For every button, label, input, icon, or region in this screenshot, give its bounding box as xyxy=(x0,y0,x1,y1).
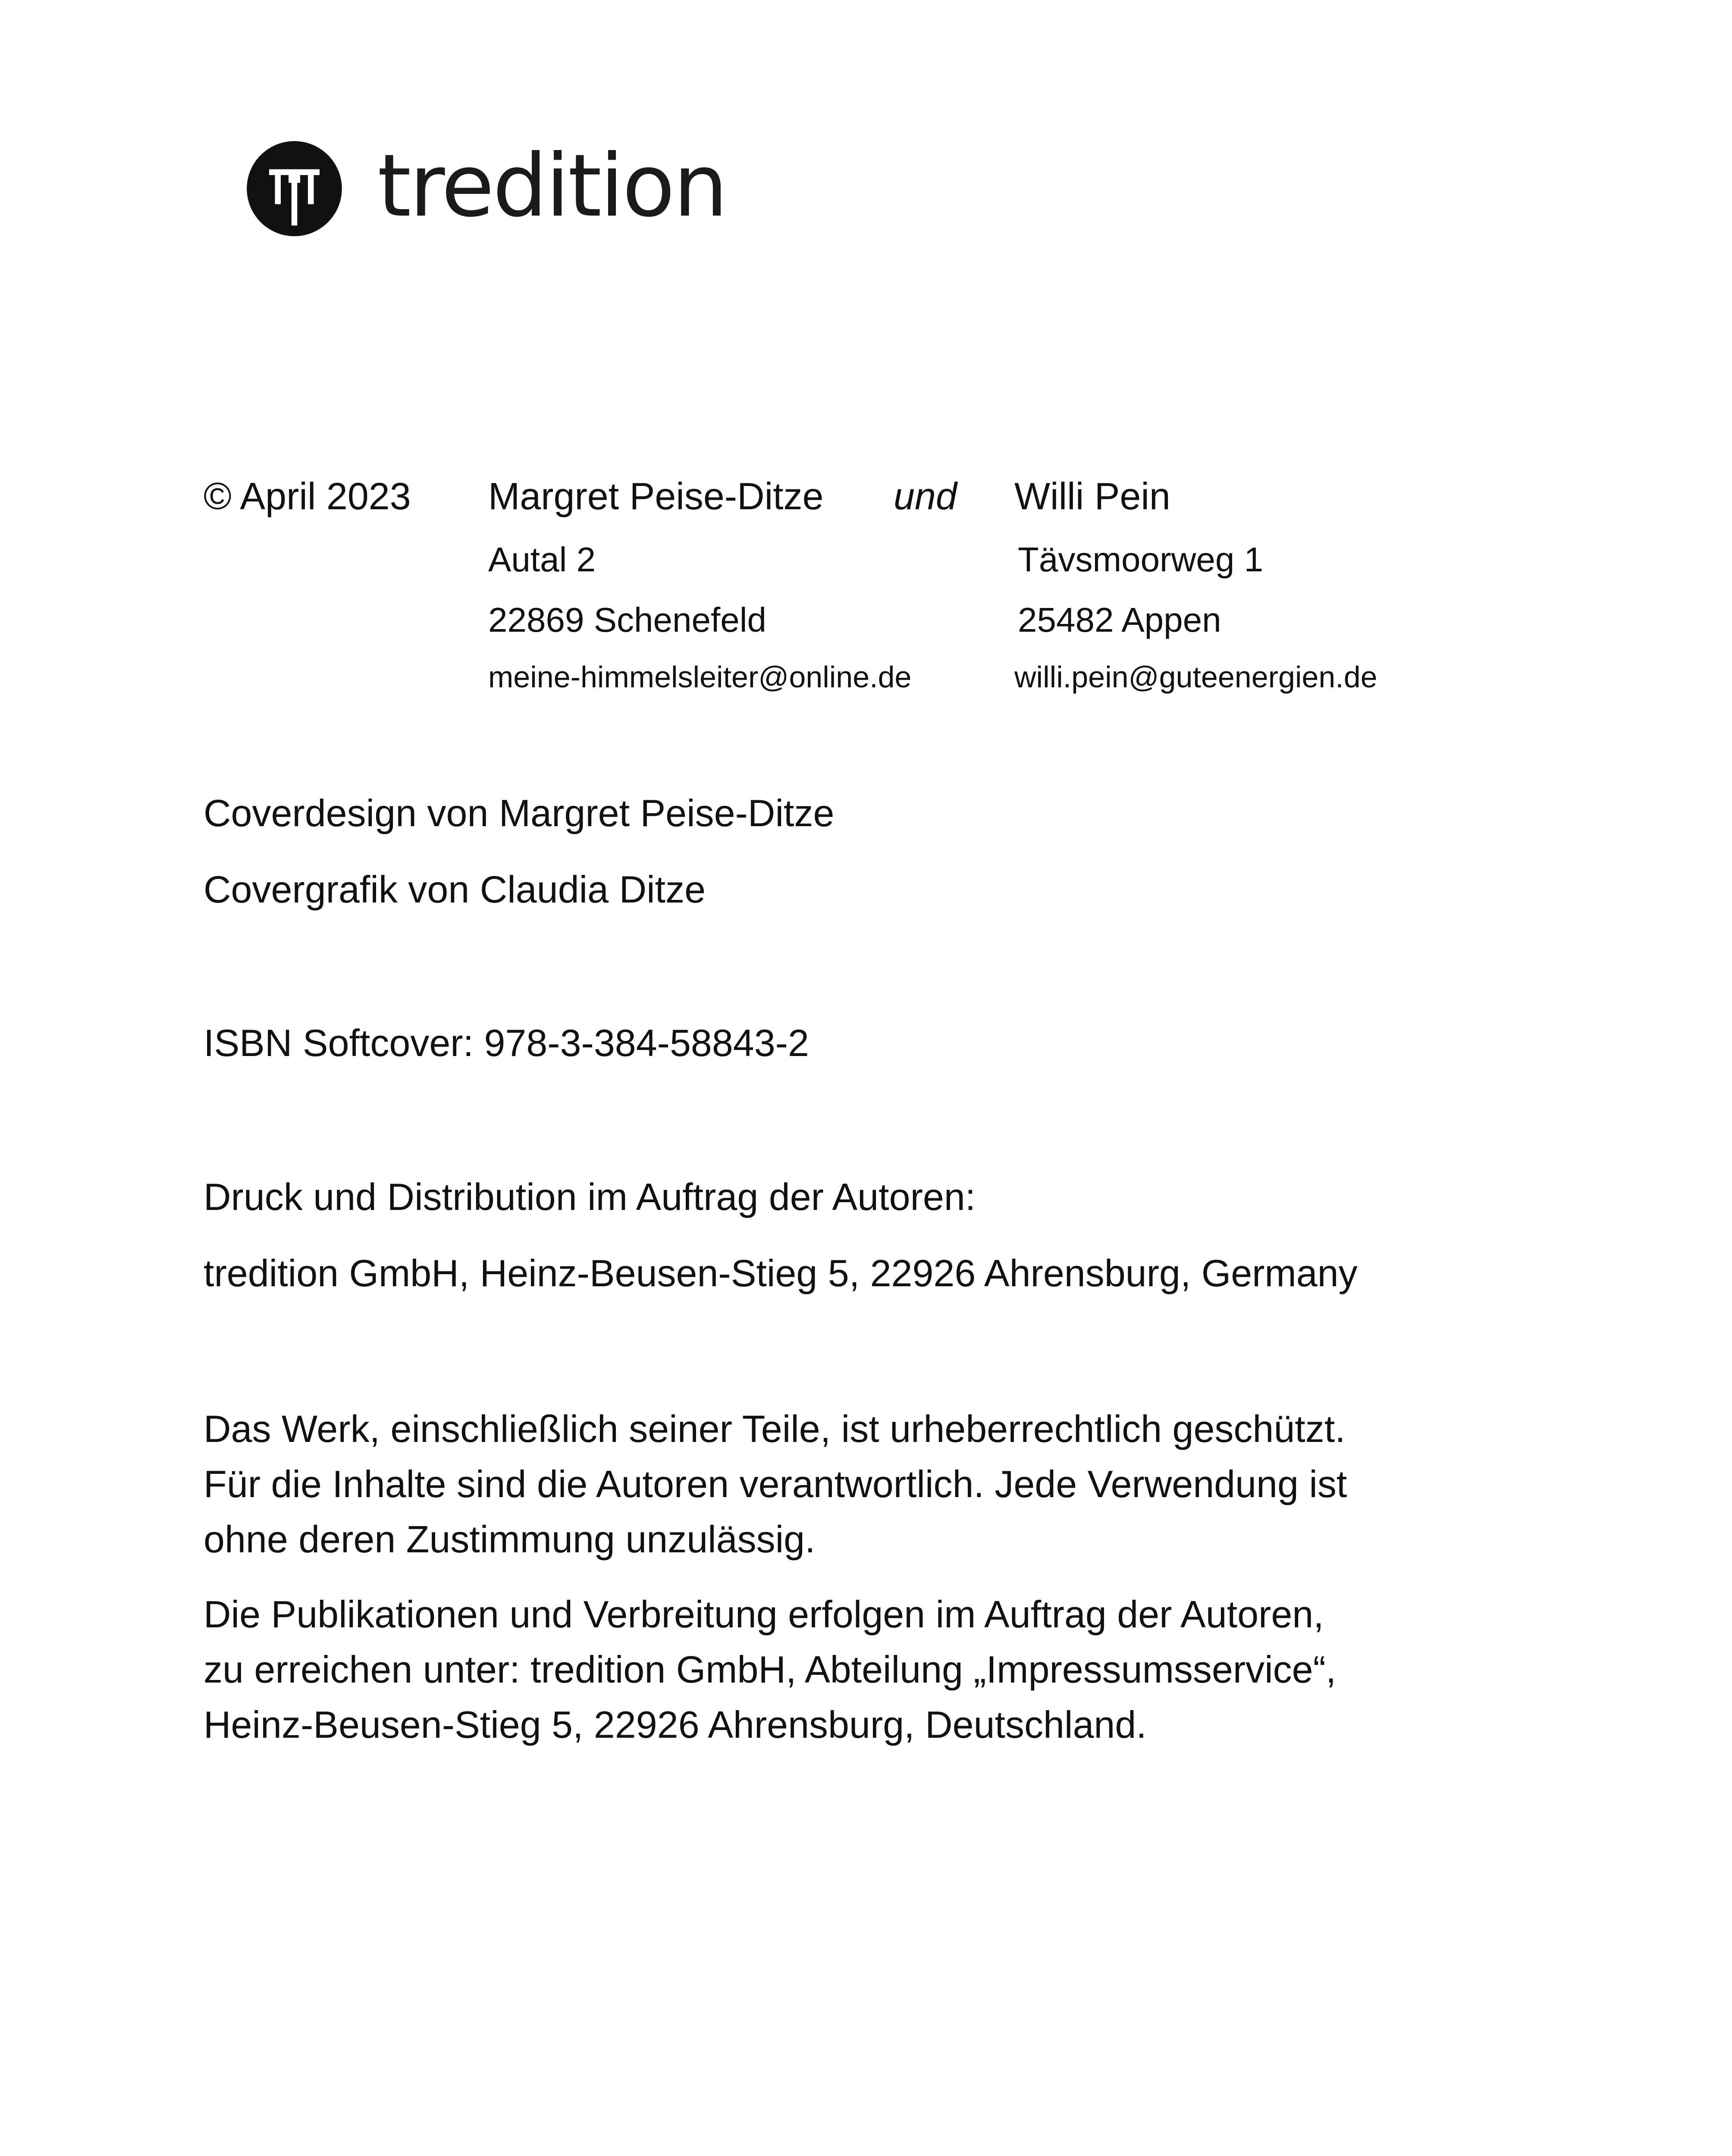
publication-notice-line: Die Publikationen und Verbreitung erfolgen im Auftrag der Autoren, xyxy=(204,1593,1324,1636)
author1-name: Margret Peise-Ditze xyxy=(488,475,824,517)
copyright-notice-paragraph xyxy=(204,1401,1347,1567)
author-conjunction: und xyxy=(894,475,957,517)
author1-city: 22869 Schenefeld xyxy=(488,601,766,639)
logo-wordmark: tredition xyxy=(377,135,726,236)
author1-street: Autal 2 xyxy=(488,540,596,579)
print-distribution-line: Druck und Distribution im Auftrag der Autoren: xyxy=(204,1175,976,1218)
copyright-notice-line: Das Werk, einschließlich seiner Teile, ist urheberrechtlich geschützt. xyxy=(204,1407,1346,1450)
copyright-date: © April 2023 xyxy=(204,475,411,517)
author2-name: Willi Pein xyxy=(1014,475,1170,517)
author2-street: Tävsmoorweg 1 xyxy=(1018,540,1264,579)
copyright-notice-line: Für die Inhalte sind die Autoren verantwortlich. Jede Verwendung ist xyxy=(204,1463,1347,1505)
publication-notice-paragraph xyxy=(204,1587,1336,1752)
coverdesign-credit: Coverdesign von Margret Peise-Ditze xyxy=(204,792,835,834)
publication-notice-line: zu erreichen unter: tredition GmbH, Abteilung „Impressumsservice“, xyxy=(204,1648,1337,1691)
author1-email: meine-himmelsleiter@online.de xyxy=(488,660,912,694)
author2-city: 25482 Appen xyxy=(1018,601,1221,639)
publication-notice-line: Heinz-Beusen-Stieg 5, 22926 Ahrensburg, Deutschland. xyxy=(204,1703,1147,1746)
isbn-line: ISBN Softcover: 978-3-384-58843-2 xyxy=(204,1022,809,1064)
covergrafik-credit: Covergrafik von Claudia Ditze xyxy=(204,868,706,911)
copyright-notice-line: ohne deren Zustimmung unzulässig. xyxy=(204,1518,816,1561)
tredition-logo-icon xyxy=(246,140,343,237)
publisher-address-line: tredition GmbH, Heinz-Beusen-Stieg 5, 22926 Ahrensburg, Germany xyxy=(204,1252,1358,1294)
publisher-logo xyxy=(246,135,726,237)
author2-email: willi.pein@guteenergien.de xyxy=(1014,660,1377,694)
